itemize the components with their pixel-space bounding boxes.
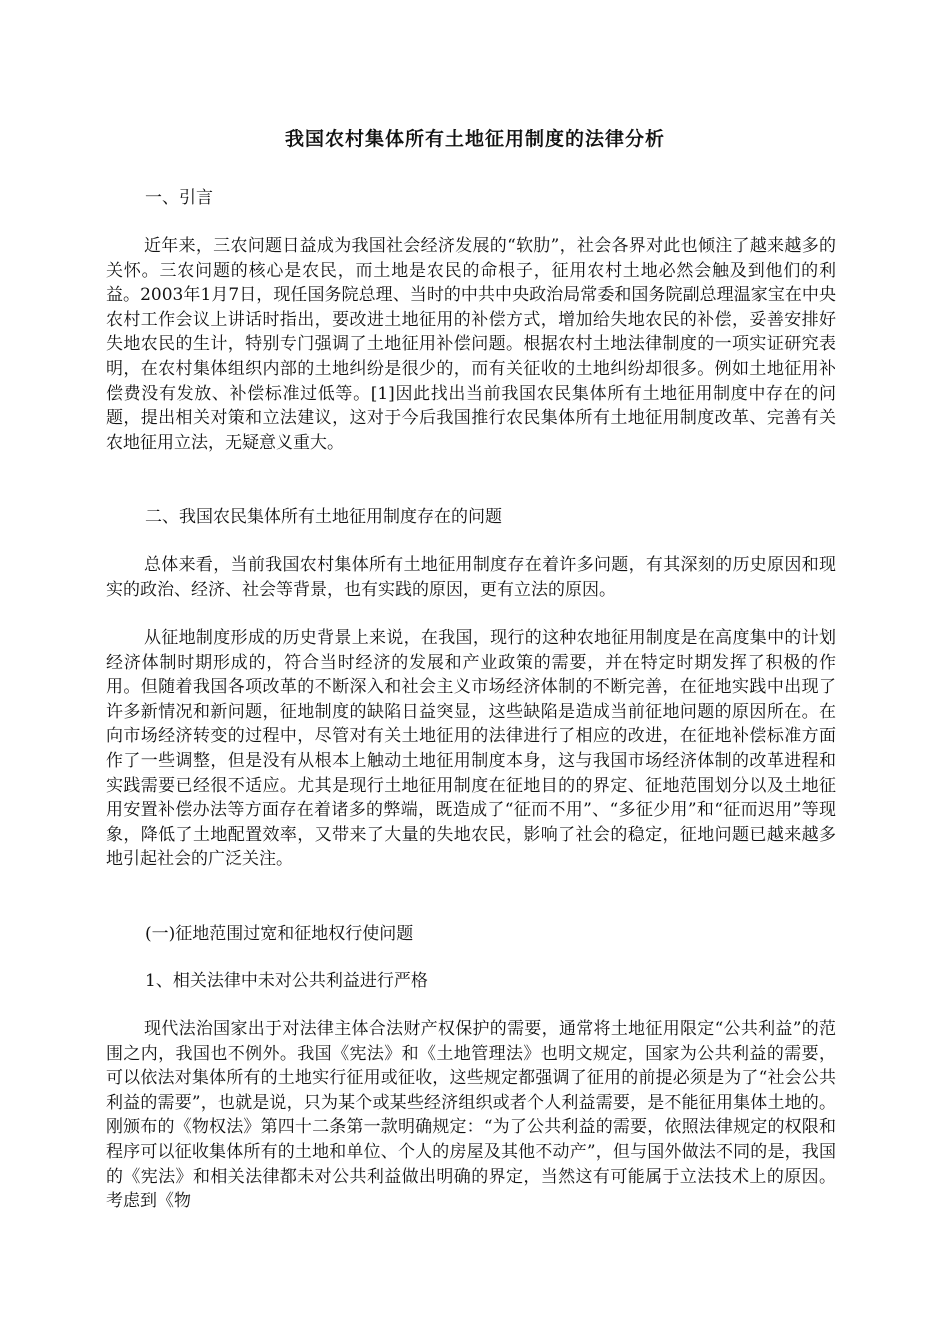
section-heading-problems: 二、我国农民集体所有土地征用制度存在的问题: [145, 507, 502, 527]
subsection-heading-scope: (一)征地范围过宽和征地权行使问题: [145, 924, 414, 944]
paragraph-introduction: 近年来，三农问题日益成为我国社会经济发展的“软肋”，社会各界对此也倾注了越来越多的关怀。三农问题的核心是农民，而土地是农民的命根子，征用农村土地必然会触及到他们的利益。2003年1月7日，现任国务院总理、当时的中共中央政治局常委和国务院副总理温家宝在中央农村工作会议上讲话时指出，要改进土地征用的补偿方式，增加给失地农民的补偿，妥善安排好失地农民的生计，特别专门强调了土地征用补偿问题。根据农村土地法律制度的一项实证研究表明，在农村集体组织内部的土地纠纷是很少的，而有关征收的土地纠纷却很多。例如土地征用补偿费没有发放、补偿标准过低等。[1]因此找出当前我国农民集体所有土地征用制度中存在的问题，提出相关对策和立法建议，这对于今后我国推行农民集体所有土地征用制度改革、完善有关农地征用立法，无疑意义重大。: [106, 236, 836, 453]
subsection-heading-public-interest: 1、相关法律中未对公共利益进行严格: [145, 971, 428, 991]
paragraph-history: 从征地制度形成的历史背景上来说，在我国，现行的这种农地征用制度是在高度集中的计划经济体制时期形成的，符合当时经济的发展和产业政策的需要，并在特定时期发挥了积极的作用。但随着我国各项改革的不断深入和社会主义市场经济体制的不断完善，在征地实践中出现了许多新情况和新问题，征地制度的缺陷日益突显，这些缺陷是造成当前征地问题的原因所在。在向市场经济转变的过程中，尽管对有关土地征用的法律进行了相应的改进，在征地补偿标准方面作了一些调整，但是没有从根本上触动土地征用制度本身，这与我国市场经济体制的改革进程和实践需要已经很不适应。尤其是现行土地征用制度在征地目的的界定、征地范围划分以及土地征用安置补偿办法等方面存在着诸多的弊端，既造成了“征而不用”、“多征少用”和“征而迟用”等现象，降低了土地配置效率，又带来了大量的失地农民，影响了社会的稳定，征地问题已越来越多地引起社会的广泛关注。: [106, 628, 836, 870]
paragraph-public-interest: 现代法治国家出于对法律主体合法财产权保护的需要，通常将土地征用限定“公共利益”的范围之内，我国也不例外。我国《宪法》和《土地管理法》也明文规定，国家为公共利益的需要，可以依法对集体所有的土地实行征用或征收，这些规定都强调了征用的前提必须是为了“社会公共利益的需要”，也就是说，只为某个或某些经济组织或者个人利益需要，是不能征用集体土地的。刚颁布的《物权法》第四十二条第一款明确规定：“为了公共利益的需要，依照法律规定的权限和程序可以征收集体所有的土地和单位、个人的房屋及其他不动产”，但与国外做法不同的是，我国的《宪法》和相关法律都未对公共利益做出明确的界定，当然这有可能属于立法技术上的原因。考虑到《物: [106, 1019, 836, 1212]
document-title: 我国农村集体所有土地征用制度的法律分析: [284, 128, 665, 150]
paragraph-overview: 总体来看，当前我国农村集体所有土地征用制度存在着许多问题，有其深刻的历史原因和现实的政治、经济、社会等背景，也有实践的原因，更有立法的原因。: [106, 555, 836, 600]
section-heading-introduction: 一、引言: [145, 188, 213, 208]
